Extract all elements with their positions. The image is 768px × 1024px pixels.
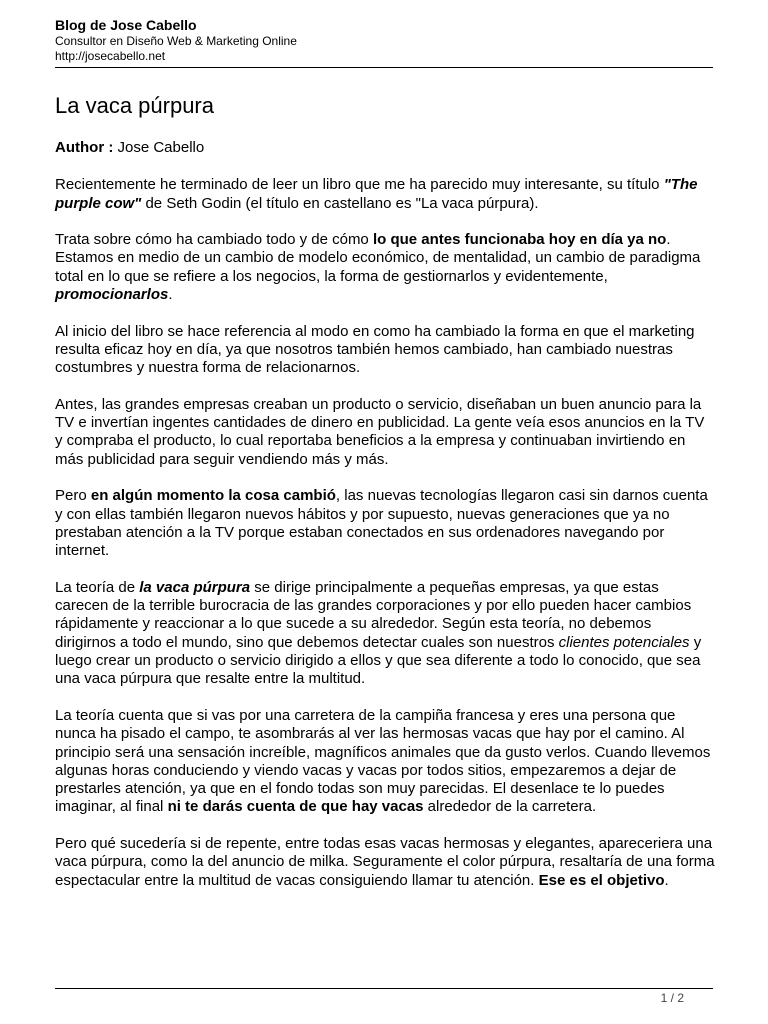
blog-title: Blog de Jose Cabello [55, 17, 197, 33]
p2-text-e: . [168, 286, 173, 304]
p2-text-a: Trata sobre cómo ha cambiado todo y de cómo [55, 231, 373, 249]
p6-emphasis: la vaca púrpura [139, 578, 251, 596]
footer-divider [55, 988, 713, 989]
p5-text-a: Pero [55, 487, 91, 505]
p7-text-a: La teoría cuenta que si vas por una carretera de la campiña francesa y eres una persona que nunca ha pisado el campo, te asombrarás al ver las hermosas vacas que hay por el camino. Al principio será una sensación increíble, magníficos animales que da gusto verlos. Cuando llevemos algunas horas conduciendo y viendo vacas y vacas por todos sitios, empezaremos a dejar de prestarles atención, ya que en el fondo todas son muy parecidas. El desenlace te lo puedes imaginar, al final [55, 706, 711, 816]
header-divider [55, 67, 713, 68]
p7-bold-phrase: ni te darás cuenta de que hay vacas [167, 798, 424, 816]
paragraph-1 [55, 176, 715, 213]
paragraph-4: Antes, las grandes empresas creaban un producto o servicio, diseñaban un buen anuncio para la TV e invertían ingentes cantidades de dinero en publicidad. La gente veía esos anuncios en la TV y compraba el producto, lo cual reportaba beneficios a la empresa y continuaban invirtiendo en más publicidad para seguir vendiendo más y más. [55, 395, 705, 468]
blog-tagline: Consultor en Diseño Web & Marketing Online [55, 34, 297, 48]
p6-text-c: se dirige principalmente a pequeñas empresas, ya que estas carecen de la terrible burocracia de las grandes corporaciones y por ello pueden hacer cambios rápidamente y reaccionar a lo que sucede a su alrededor. Según esta teoría, no debemos dirigirnos a todo el mundo, sino que debemos detectar cuales son nuestros [55, 578, 692, 651]
p8-bold-phrase: Ese es el objetivo [538, 871, 665, 889]
p2-emphasis: promocionarlos [55, 286, 169, 304]
p6-text-a: La teoría de [55, 578, 140, 596]
p6-text-e: y luego crear un producto o servicio dirigido a ellos y que sea diferente a todo lo conocido, que sea una vaca púrpura que resalte entre la multitud. [55, 633, 702, 688]
page-header [55, 17, 713, 64]
p7-text-c: alrededor de la carretera. [423, 798, 597, 816]
author-name: Jose Cabello [113, 139, 205, 156]
author-line [55, 139, 715, 157]
paragraph-2 [55, 231, 715, 304]
paragraph-6 [55, 579, 715, 689]
p1-text-a: Recientemente he terminado de leer un libro que me ha parecido muy interesante, su título [55, 176, 664, 194]
p5-text-c: , las nuevas tecnologías llegaron casi sin darnos cuenta y con ellas también llegaron nuevos hábitos y por supuesto, nuevas generaciones que ya no prestaban atención a la TV porque estaban conectados en sus ordenadores navegando por internet. [55, 487, 708, 560]
p8-text-a: Pero qué sucedería si de repente, entre todas esas vacas hermosas y elegantes, apareceriera una vaca púrpura, como la del anuncio de milka. Seguramente el color púrpura, resaltaría de una forma espectacular entre la multitud de vacas consiguiendo llamar tu atención. [55, 834, 715, 889]
p6-italic-phrase: clientes potenciales [558, 633, 690, 651]
p2-bold-phrase: lo que antes funcionaba hoy en día ya no [372, 231, 667, 249]
author-label: Author : [55, 139, 114, 156]
paragraph-3: Al inicio del libro se hace referencia al modo en como ha cambiado la forma en que el marketing resulta eficaz hoy en día, ya que nosotros también hemos cambiado, han cambiado nuestras costumbres y nuestra forma de relacionarnos. [55, 322, 695, 377]
blog-url: http://josecabello.net [55, 49, 166, 63]
p5-bold-phrase: en algún momento la cosa cambió [90, 487, 336, 505]
post-title: La vaca púrpura [55, 93, 214, 118]
p8-text-c: . [664, 871, 669, 889]
paragraph-7 [55, 707, 715, 817]
paragraph-8 [55, 835, 715, 890]
page-number: 1 / 2 [660, 991, 684, 1005]
p1-text-c: de Seth Godin (el título en castellano es "La vaca púrpura). [141, 194, 539, 212]
post-content [55, 139, 715, 908]
paragraph-5 [55, 487, 715, 560]
p2-text-c: . Estamos en medio de un cambio de modelo económico, de mentalidad, un cambio de paradigma total en lo que se refiere a los negocios, la forma de gestiornarlos y evidentemente, [55, 231, 701, 285]
book-title-emphasis: "The purple cow" [55, 176, 698, 212]
